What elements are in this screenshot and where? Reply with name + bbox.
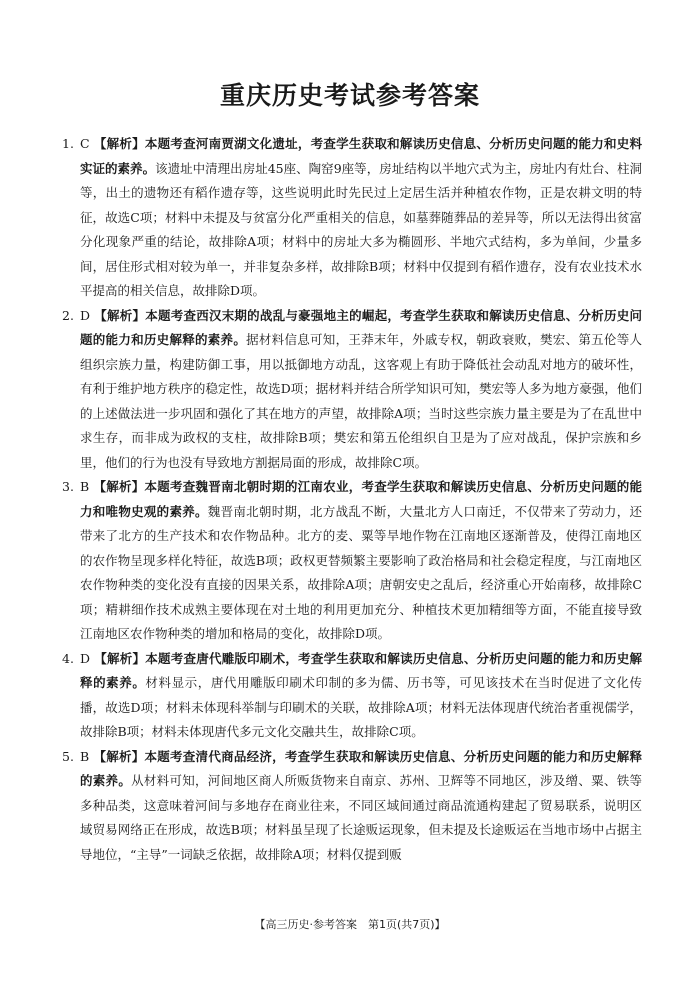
answer-list	[62, 132, 642, 867]
analysis-lead: 本题考查唐代雕版印刷术，考查学生获取和解读历史信息、分析历史问题的能力和历史解释的素养。	[80, 650, 642, 690]
page-title: 重庆历史考试参考答案	[219, 81, 480, 110]
question-answer: D	[80, 650, 91, 666]
analysis-tag: 【解析】	[93, 479, 145, 494]
page-footer: 【高三历史·参考答案 第1页(共7页)】	[254, 918, 446, 931]
question-1	[62, 132, 642, 304]
analysis-tag: 【解析】	[94, 650, 146, 666]
analysis-tag: 【解析】	[93, 136, 145, 151]
analysis-lead: 本题考查西汉末期的战乱与豪强地主的崛起，考查学生获取和解读历史信息、分析历史问题的能力和历史解释的素养。	[80, 307, 642, 347]
analysis-tag: 【解析】	[93, 748, 145, 764]
question-3	[62, 475, 642, 647]
question-2	[62, 304, 642, 476]
question-number: 4.	[62, 650, 74, 666]
analysis-tag: 【解析】	[94, 307, 146, 323]
question-number: 1.	[62, 136, 74, 151]
analysis-lead: 本题考查清代商品经济，考查学生获取和解读历史信息、分析历史问题的能力和历史解释的素养。	[80, 748, 642, 788]
question-number: 5.	[62, 748, 74, 764]
question-5	[62, 745, 642, 868]
analysis-body: 据材料信息可知，王莽末年，外戚专权，朝政衰败，樊宏、第五伦等人组织宗族力量，构建防御工事，用以抵御地方动乱，这客观上有助于降低社会动乱对地方的破坏性，有利于维护地方秩序的稳定性，故选D项；据材料并结合所学知识可知，樊宏等人多为地方豪强，他们的上述做法进一步巩固和强化了其在地方的声望，故排除A项；当时这些宗族力量主要是为了在乱世中求生存，而非成为政权的支柱，故排除B项；樊宏和第五伦组织自卫是为了应对战乱，保护宗族和乡里，他们的行为也没有导致地方割据局面的形成，故排除C项。	[80, 332, 642, 470]
question-answer: B	[80, 748, 90, 764]
question-answer: B	[80, 479, 90, 494]
question-number: 2.	[62, 307, 74, 323]
question-4	[62, 647, 642, 745]
analysis-body: 从材料可知，河间地区商人所贩货物来自南京、苏州、卫辉等不同地区，涉及缯、粟、铁等多种品类，这意味着河间与多地存在商业往来，不同区域间通过商品流通构建起了贸易联系，说明区域贸易网络正在形成，故选B项；材料虽呈现了长途贩运现象，但未提及长途贩运在当地市场中占据主导地位，“主导”一词缺乏依据，故排除A项；材料仅提到贩	[80, 773, 642, 862]
analysis-lead: 本题考查河南贾湖文化遗址，考查学生获取和解读历史信息、分析历史问题的能力和史料实证的素养。	[80, 136, 642, 176]
analysis-body: 材料显示，唐代用雕版印刷术印制的多为儒、历书等，可见该技术在当时促进了文化传播，故选D项；材料未体现科举制与印刷术的关联，故排除A项；材料无法体现唐代统治者重视儒学，故排除B项；材料未体现唐代多元文化交融共生，故排除C项。	[80, 675, 642, 739]
analysis-lead: 本题考查魏晋南北朝时期的江南农业，考查学生获取和解读历史信息、分析历史问题的能力和唯物史观的素养。	[80, 479, 642, 519]
analysis-body: 魏晋南北朝时期，北方战乱不断，大量北方人口南迁，不仅带来了劳动力，还带来了北方的生产技术和农作物品种。北方的麦、粟等旱地作物在江南地区逐渐普及，使得江南地区的农作物呈现多样化特征，故选B项；政权更替频繁主要影响了政治格局和社会稳定程度，与江南地区农作物种类的变化没有直接的因果关系，故排除A项；唐朝安史之乱后，经济重心开始南移，故排除C项；精耕细作技术成熟主要体现在对土地的利用更加充分、种植技术更加精细等方面，不能直接导致江南地区农作物种类的增加和格局的变化，故排除D项。	[80, 503, 642, 641]
question-number: 3.	[62, 479, 74, 494]
analysis-body: 该遗址中清理出房址45座、陶窑9座等，房址结构以半地穴式为主，房址内有灶台、柱洞等，出土的遗物还有稻作遗存等，这些说明此时先民过上定居生活并种植农作物，正是农耕文明的特征，故选C项；材料中未提及与贫富分化严重相关的信息，如墓葬随葬品的差异等，所以无法得出贫富分化现象严重的结论，故排除A项；材料中的房址大多为椭圆形、半地穴式结构，多为单间，少量多间，居住形式相对较为单一，并非复杂多样，故排除B项；材料中仅提到有稻作遗存，没有农业技术水平提高的相关信息，故排除D项。	[80, 160, 642, 298]
question-answer: D	[80, 307, 91, 323]
question-answer: C	[80, 136, 90, 151]
